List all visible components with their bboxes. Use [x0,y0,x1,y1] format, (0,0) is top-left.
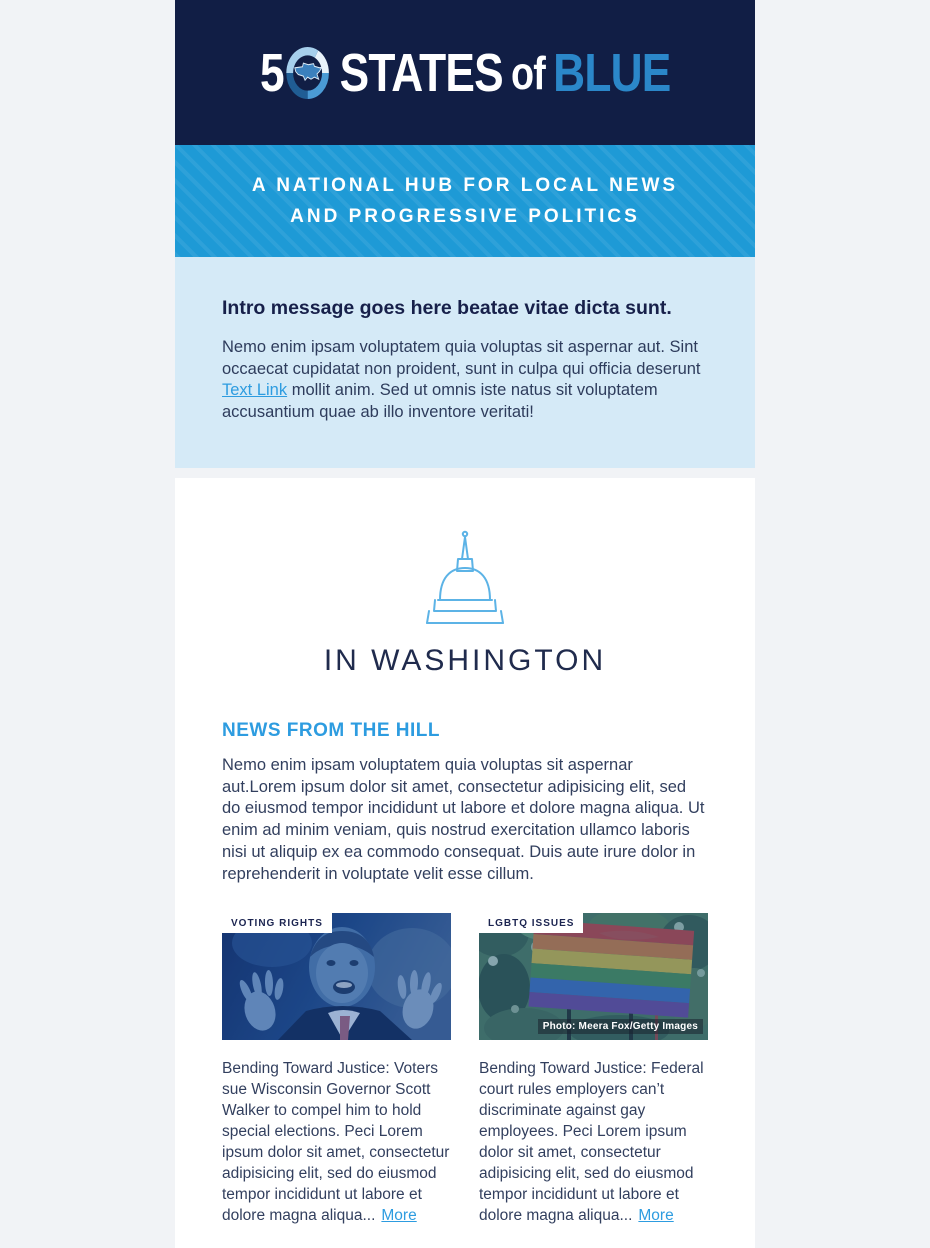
article-card-lgbtq-issues [479,913,708,1226]
more-link[interactable]: More [638,1207,674,1225]
intro-text-link[interactable]: Text Link [222,381,288,399]
photo-credit: Photo: Meera Fox/Getty Images [538,1019,703,1034]
logo-word-states: STATES [339,42,503,103]
tagline-line-1: A NATIONAL HUB FOR LOCAL NEWS [251,175,679,196]
article-tag-label: LGBTQ ISSUES [479,913,583,933]
in-washington-section [175,478,755,1248]
article-tag-label: VOTING RIGHTS [222,913,332,933]
article-summary [222,1058,451,1226]
article-image-scott-walker[interactable] [222,913,451,1040]
section-title: IN WASHINGTON [323,644,607,677]
article-card-voting-rights [222,913,451,1226]
capitol-dome-icon [424,530,506,628]
intro-text-after: mollit anim. Sed ut omnis iste natus sit voluptatem accusantium quae ab illo inventore veritati! [222,381,658,421]
email-body [175,0,755,1248]
article-cards [222,913,708,1226]
article-summary-text: Bending Toward Justice: Federal court rules employers can’t discriminate against gay employees. Peci Lorem ipsum dolor sit amet, consectetur adipisicing elit, sed do eiusmod tempor incididunt ut labore et dolore magna aliqua... [479,1060,704,1225]
article-summary [479,1058,708,1226]
logo-globe-icon [285,46,329,100]
fifty-states-of-blue-logo[interactable] [260,42,670,104]
intro-section [175,257,755,468]
logo-digit: 5 [259,42,284,103]
intro-paragraph [222,337,707,423]
section-divider-gap [175,468,755,478]
logo-word-of: of [510,46,545,99]
article-summary-text: Bending Toward Justice: Voters sue Wisconsin Governor Scott Walker to compel him to hold special elections. Peci Lorem ipsum dolor sit amet, consectetur adipisicing elit, sed do eiusmod tempor incididunt ut labore et dolore magna aliqua... [222,1060,450,1225]
more-link[interactable]: More [381,1207,417,1225]
news-from-the-hill-heading: NEWS FROM THE HILL [222,720,440,741]
section-lead-paragraph: Nemo enim ipsam voluptatem quia voluptas sit aspernar aut.Lorem ipsum dolor sit amet, consectetur adipisicing elit, sed do eiusmod tempor incididunt ut labore et dolore magna aliqua. Ut enim ad minim veniam, quis nostrud exercitation ullamco laboris nisi ut aliquip ex ea commodo consequat. Duis aute irure dolor in reprehenderit in voluptate velit esse cillum. [222,756,705,883]
logo-word-blue: BLUE [552,42,671,103]
newsletter-header [175,0,755,145]
intro-text-before: Nemo enim ipsam voluptatem quia voluptas sit aspernar aut. Sint occaecat cupidatat non proident, sunt in culpa qui officia deserunt [222,338,701,378]
intro-heading: Intro message goes here beatae vitae dicta sunt. [222,297,672,319]
tagline-banner [175,145,755,257]
tagline-line-2: AND PROGRESSIVE POLITICS [290,206,640,227]
article-image-pride-flag[interactable] [479,913,708,1040]
